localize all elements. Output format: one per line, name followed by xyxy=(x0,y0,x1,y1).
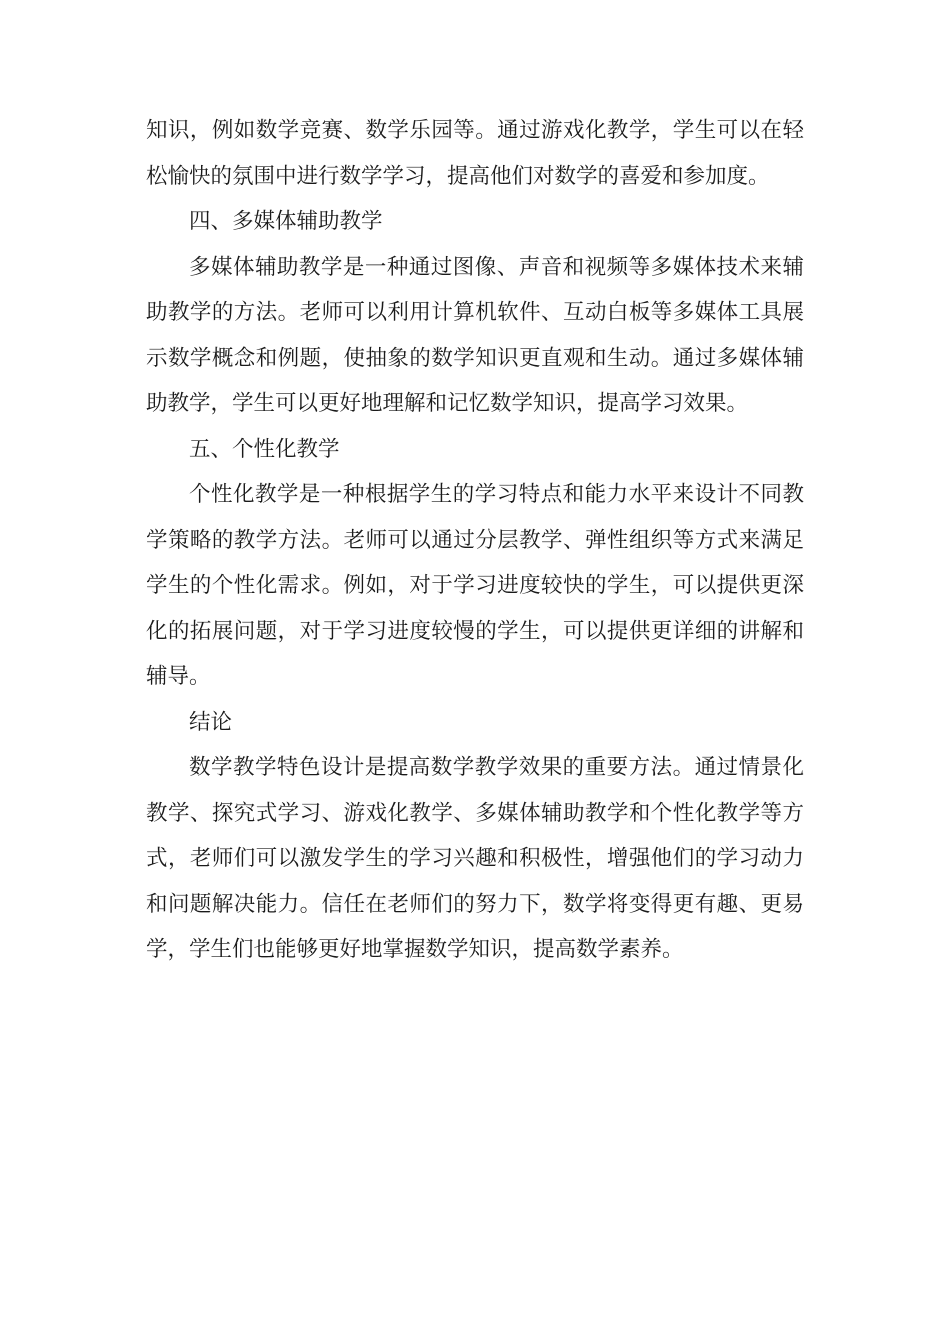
document-page xyxy=(146,108,804,973)
paragraph-games-continued: 知识，例如数学竞赛、数学乐园等。通过游戏化教学，学生可以在轻松愉快的氛围中进行数学学习，提高他们对数学的喜爱和参加度。 xyxy=(146,118,804,189)
heading-multimedia: 四、多媒体辅助教学 xyxy=(189,209,383,234)
heading-conclusion: 结论 xyxy=(189,709,233,735)
paragraph-personalized: 个性化教学是一种根据学生的学习特点和能力水平来设计不同教学策略的教学方法。老师可以通过分层教学、弹性组织等方式来满足学生的个性化需求。例如，对于学习进度较快的学生，可以提供更深化的拓展问题，对于学习进度较慢的学生，可以提供更详细的讲解和辅导。 xyxy=(146,482,804,689)
heading-personalized: 五、个性化教学 xyxy=(189,436,340,462)
paragraph-conclusion: 数学教学特色设计是提高数学教学效果的重要方法。通过情景化教学、探究式学习、游戏化教学、多媒体辅助教学和个性化教学等方式，老师们可以激发学生的学习兴趣和积极性，增强他们的学习动力和问题解决能力。信任在老师们的努力下，数学将变得更有趣、更易学，学生们也能够更好地掌握数学知识，提高数学素养。 xyxy=(146,755,804,962)
paragraph-multimedia: 多媒体辅助教学是一种通过图像、声音和视频等多媒体技术来辅助教学的方法。老师可以利用计算机软件、互动白板等多媒体工具展示数学概念和例题，使抽象的数学知识更直观和生动。通过多媒体辅助教学，学生可以更好地理解和记忆数学知识，提高学习效果。 xyxy=(146,254,804,416)
